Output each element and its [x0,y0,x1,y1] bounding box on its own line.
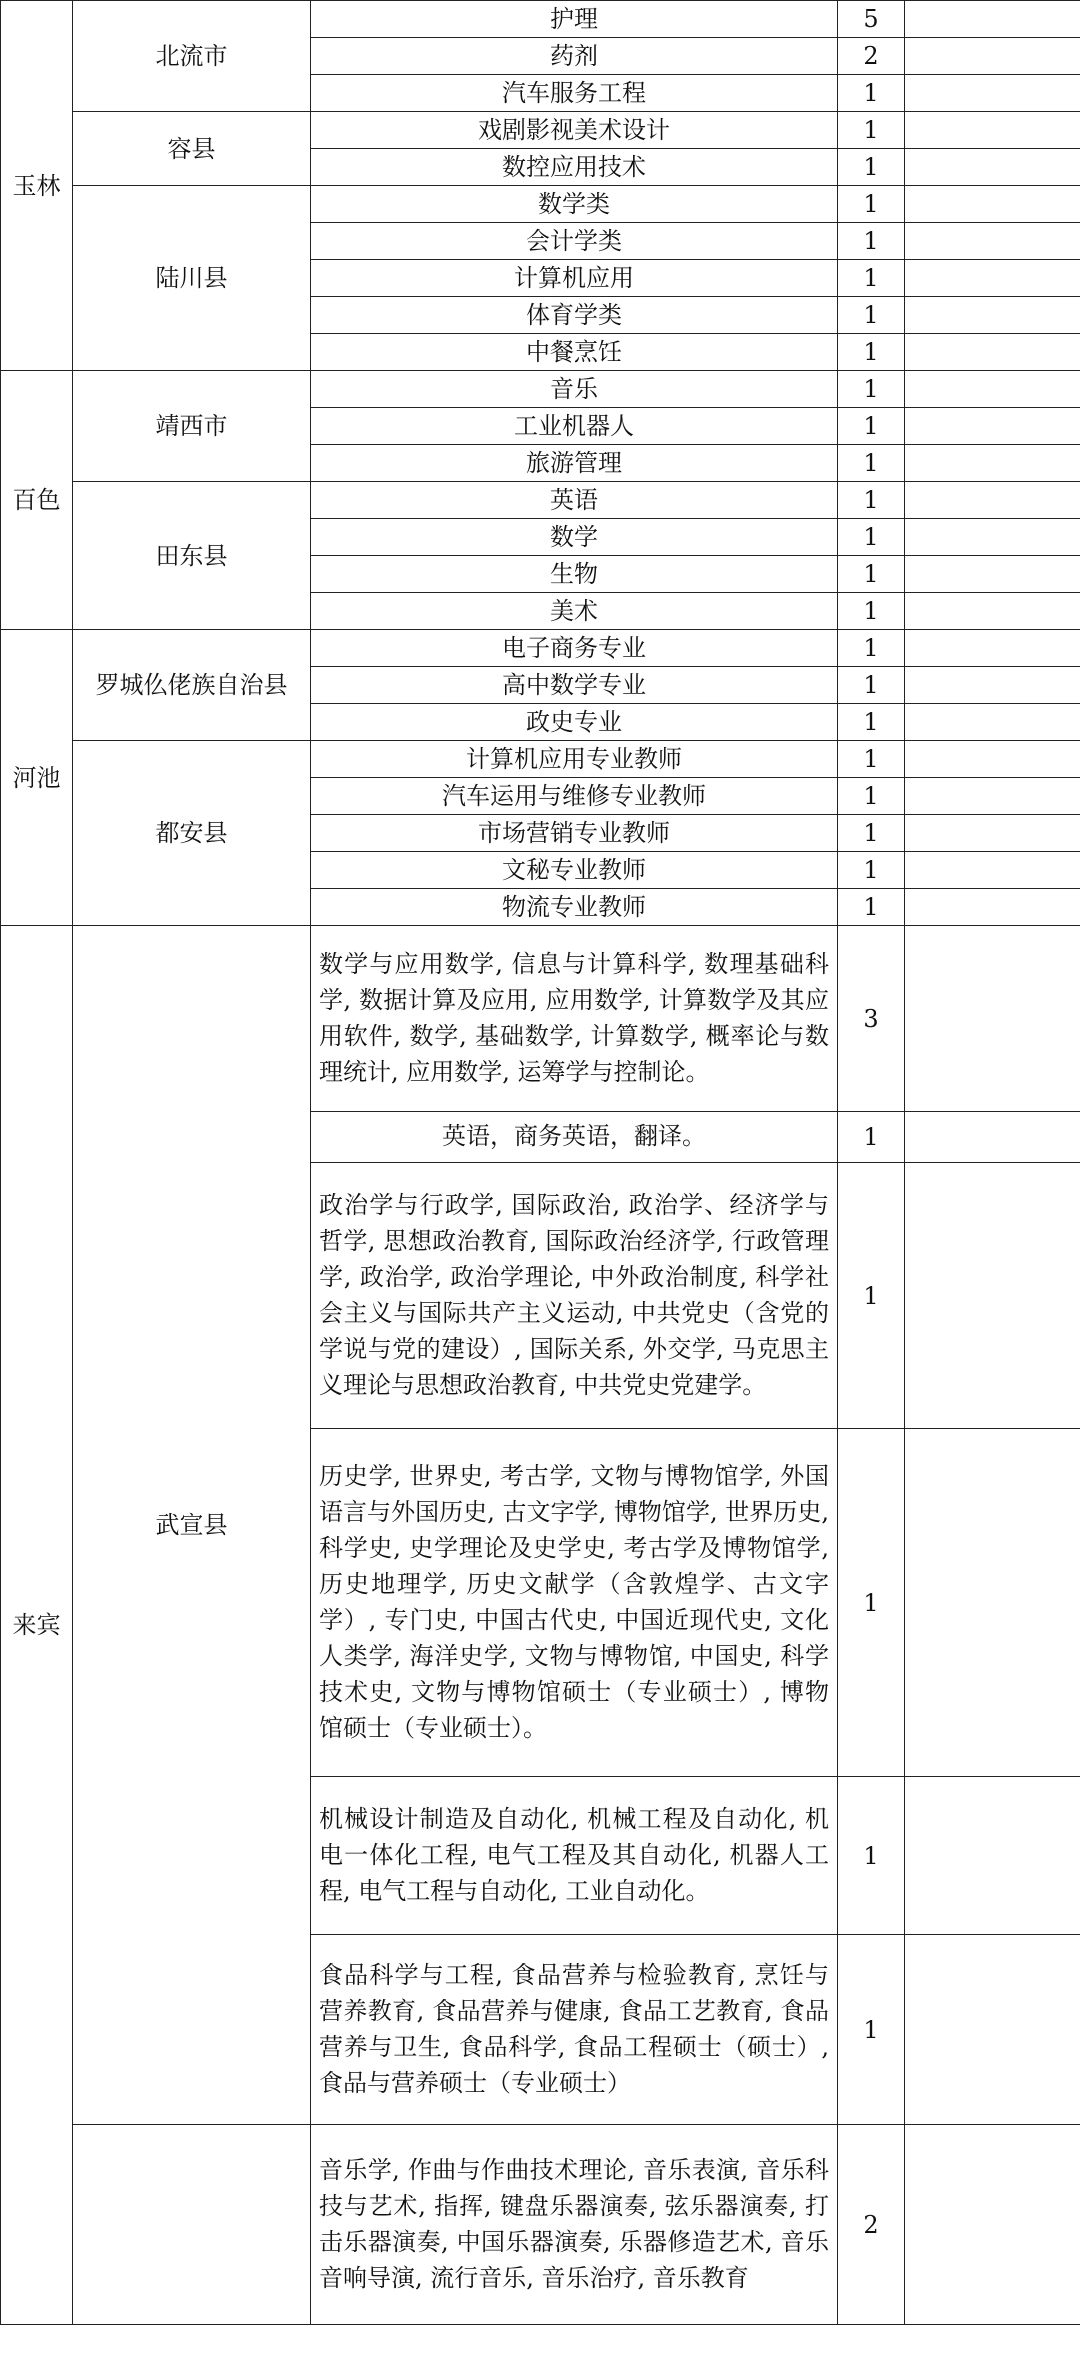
count-cell: 2 [838,2125,905,2325]
major-cell: 美术 [311,593,838,630]
major-cell: 汽车运用与维修专业教师 [311,778,838,815]
note-cell [905,630,1080,667]
major-cell: 中餐烹饪 [311,334,838,371]
note-cell [905,297,1080,334]
major-cell: 汽车服务工程 [311,75,838,112]
major-cell: 音乐学, 作曲与作曲技术理论, 音乐表演, 音乐科技与艺术, 指挥, 键盘乐器演奏, 弦乐器演奏, 打击乐器演奏, 中国乐器演奏, 乐器修造艺术, 音乐音响导演, 流行音乐, 音乐治疗, 音乐教育 [311,2125,838,2325]
major-cell: 英语，商务英语，翻译。 [311,1112,838,1163]
major-cell: 计算机应用专业教师 [311,741,838,778]
count-cell: 1 [838,889,905,926]
note-cell [905,1935,1080,2125]
count-cell: 1 [838,741,905,778]
table-row [1,630,1080,667]
count-cell: 1 [838,1935,905,2125]
note-cell [905,1429,1080,1777]
major-cell: 数学类 [311,186,838,223]
major-cell: 机械设计制造及自动化, 机械工程及自动化, 机电一体化工程, 电气工程及其自动化, 机器人工程, 电气工程与自动化, 工业自动化。 [311,1777,838,1935]
note-cell [905,556,1080,593]
count-cell: 1 [838,1163,905,1429]
table-row [1,482,1080,519]
count-cell: 1 [838,667,905,704]
count-cell: 1 [838,852,905,889]
city-cell: 玉林 [1,1,73,371]
county-cell: 北流市 [73,1,311,112]
city-cell: 河池 [1,630,73,926]
major-cell: 历史学, 世界史, 考古学, 文物与博物馆学, 外国语言与外国历史, 古文字学, 博物馆学, 世界历史, 科学史, 史学理论及史学史, 考古学及博物馆学, 历史地理学, 历史文献学（含敦煌学、古文字学）, 专门史, 中国古代史, 中国近现代史, 文化人类学, 海洋史学, 文物与博物馆, 中国史, 科学技术史, 文物与博物馆硕士（专业硕士）, 博物馆硕士（专业硕士）。 [311,1429,838,1777]
major-cell: 政治学与行政学, 国际政治, 政治学、经济学与哲学, 思想政治教育, 国际政治经济学, 行政管理学, 政治学, 政治学理论, 中外政治制度, 科学社会主义与国际共产主义运动, 中共党史（含党的学说与党的建设）, 国际关系, 外交学, 马克思主义理论与思想政治教育, 中共党史党建学。 [311,1163,838,1429]
note-cell [905,667,1080,704]
county-cell: 靖西市 [73,371,311,482]
count-cell: 1 [838,445,905,482]
table-row [1,186,1080,223]
note-cell [905,1163,1080,1429]
major-cell: 文秘专业教师 [311,852,838,889]
count-cell: 1 [838,297,905,334]
note-cell [905,334,1080,371]
note-cell [905,482,1080,519]
count-cell: 1 [838,1777,905,1935]
note-cell [905,445,1080,482]
count-cell: 1 [838,260,905,297]
note-cell [905,815,1080,852]
note-cell [905,926,1080,1112]
count-cell: 1 [838,593,905,630]
table-row [1,741,1080,778]
county-cell: 田东县 [73,482,311,630]
county-cell: 武宣县 [73,926,311,2125]
note-cell [905,112,1080,149]
major-cell: 戏剧影视美术设计 [311,112,838,149]
major-cell: 生物 [311,556,838,593]
major-cell: 电子商务专业 [311,630,838,667]
note-cell [905,371,1080,408]
table-body [1,1,1080,2325]
major-cell: 食品科学与工程, 食品营养与检验教育, 烹饪与营养教育, 食品营养与健康, 食品工艺教育, 食品营养与卫生, 食品科学, 食品工程硕士（硕士）, 食品与营养硕士（专业硕士） [311,1935,838,2125]
count-cell: 1 [838,778,905,815]
count-cell: 1 [838,75,905,112]
note-cell [905,186,1080,223]
count-cell: 1 [838,149,905,186]
major-cell: 数学与应用数学, 信息与计算科学, 数理基础科学, 数据计算及应用, 应用数学, 计算数学及其应用软件, 数学, 基础数学, 计算数学, 概率论与数理统计, 应用数学, 运筹学与控制论。 [311,926,838,1112]
count-cell: 1 [838,1112,905,1163]
count-cell: 1 [838,186,905,223]
count-cell: 3 [838,926,905,1112]
major-cell: 药剂 [311,38,838,75]
county-cell: 容县 [73,112,311,186]
note-cell [905,852,1080,889]
major-cell: 市场营销专业教师 [311,815,838,852]
major-cell: 数控应用技术 [311,149,838,186]
count-cell: 1 [838,815,905,852]
major-cell: 政史专业 [311,704,838,741]
count-cell: 1 [838,112,905,149]
note-cell [905,889,1080,926]
major-cell: 物流专业教师 [311,889,838,926]
major-cell: 工业机器人 [311,408,838,445]
note-cell [905,1,1080,38]
city-cell: 百色 [1,371,73,630]
note-cell [905,704,1080,741]
count-cell: 1 [838,482,905,519]
count-cell: 1 [838,223,905,260]
table-row [1,2125,1080,2325]
major-cell: 旅游管理 [311,445,838,482]
count-cell: 1 [838,556,905,593]
county-cell [73,2125,311,2325]
count-cell: 1 [838,371,905,408]
count-cell: 1 [838,704,905,741]
count-cell: 1 [838,630,905,667]
count-cell: 1 [838,334,905,371]
note-cell [905,778,1080,815]
major-cell: 护理 [311,1,838,38]
county-cell: 罗城仫佬族自治县 [73,630,311,741]
note-cell [905,75,1080,112]
major-cell: 会计学类 [311,223,838,260]
table-row [1,371,1080,408]
note-cell [905,593,1080,630]
major-cell: 数学 [311,519,838,556]
city-cell: 来宾 [1,926,73,2325]
note-cell [905,149,1080,186]
count-cell: 2 [838,38,905,75]
note-cell [905,519,1080,556]
table-row [1,112,1080,149]
note-cell [905,1112,1080,1163]
count-cell: 5 [838,1,905,38]
note-cell [905,741,1080,778]
table-row [1,926,1080,1112]
county-cell: 陆川县 [73,186,311,371]
major-cell: 英语 [311,482,838,519]
major-cell: 计算机应用 [311,260,838,297]
count-cell: 1 [838,408,905,445]
note-cell [905,260,1080,297]
note-cell [905,1777,1080,1935]
major-cell: 体育学类 [311,297,838,334]
count-cell: 1 [838,1429,905,1777]
major-cell: 高中数学专业 [311,667,838,704]
note-cell [905,38,1080,75]
table-row [1,1,1080,38]
note-cell [905,408,1080,445]
count-cell: 1 [838,519,905,556]
major-cell: 音乐 [311,371,838,408]
note-cell [905,223,1080,260]
note-cell [905,2125,1080,2325]
county-cell: 都安县 [73,741,311,926]
